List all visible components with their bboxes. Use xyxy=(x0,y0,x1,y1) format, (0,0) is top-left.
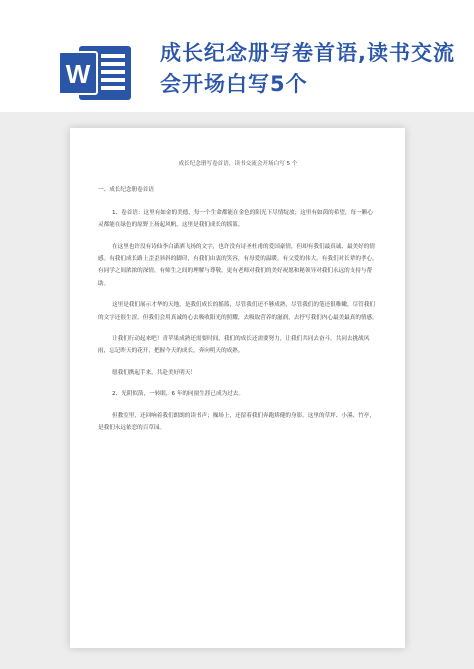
document-page xyxy=(70,128,405,648)
paragraph: 在这里也许没有诗仙李白潇洒飞扬的文字，也许没有诗圣杜甫的爱国豪情，但却有我们最真诚、最美好的情感。有我们成长路上歪歪斜斜的脚印，有我们由衷的笑容，有母爱的温暖，有父爱的伟大，有我们对长辈的孝心，有同学之间浓浓的深情，有师生之间的理解与尊敬，更有老师对我们的美好祝愿和秘领导对我们永远的支持与帮助。 xyxy=(98,243,378,287)
svg-text:W: W xyxy=(65,59,91,89)
paragraph: 让我们行动起来吧！青苹果成熟还需要时间，我们的成长还需要努力，让我们共同去奋斗，共同去挑战风雨，忘记昨天的花开，把握今天的成长，奔向明天的成熟。 xyxy=(98,336,370,355)
page-title: 成长纪念册写卷首语,读书交流会开场白写5个 xyxy=(160,41,455,96)
document-body xyxy=(98,158,378,444)
document-title: 成长纪念册写卷首语，读书交流会开场白写 5 个 xyxy=(178,161,298,167)
paragraph: 1、卷首语：这里有如金的美德，每一个生命都能在金色的阳光下尽情绽放；这里有如茵的希望，每一颗心灵都能在绿色的原野上扬起风帆。这里是我们成长的摇篮。 xyxy=(98,209,373,229)
paragraph: 这里是我们展示才华的天地，是我们成长的摇篮，尽管我们还不够成熟，尽管我们的笔还很稚嫩，尽管我们的文字还很生涩，但我们会用真诚的心去吸收阳光的照耀，去吸取营养的滋润，去抒写我们内心最美最真的情感。 xyxy=(98,302,378,321)
paragraph: 但教室里，还回响着我们朗朗的读书声；操场上，还留着我们奔跑矫健的身影。这里的草坪、小溪、竹亭，是我们永远依恋的百草园。 xyxy=(98,412,375,432)
paragraph: 2、光阴似箭，一转眼，6 年的同窗生涯已成为过去。 xyxy=(112,391,244,398)
paragraph: 愿我们携起手来，共赴美好明天！ xyxy=(112,369,196,376)
section-heading: 一、成长纪念册卷首语 xyxy=(98,187,154,194)
word-document-icon xyxy=(57,42,133,104)
page-header xyxy=(0,0,474,130)
